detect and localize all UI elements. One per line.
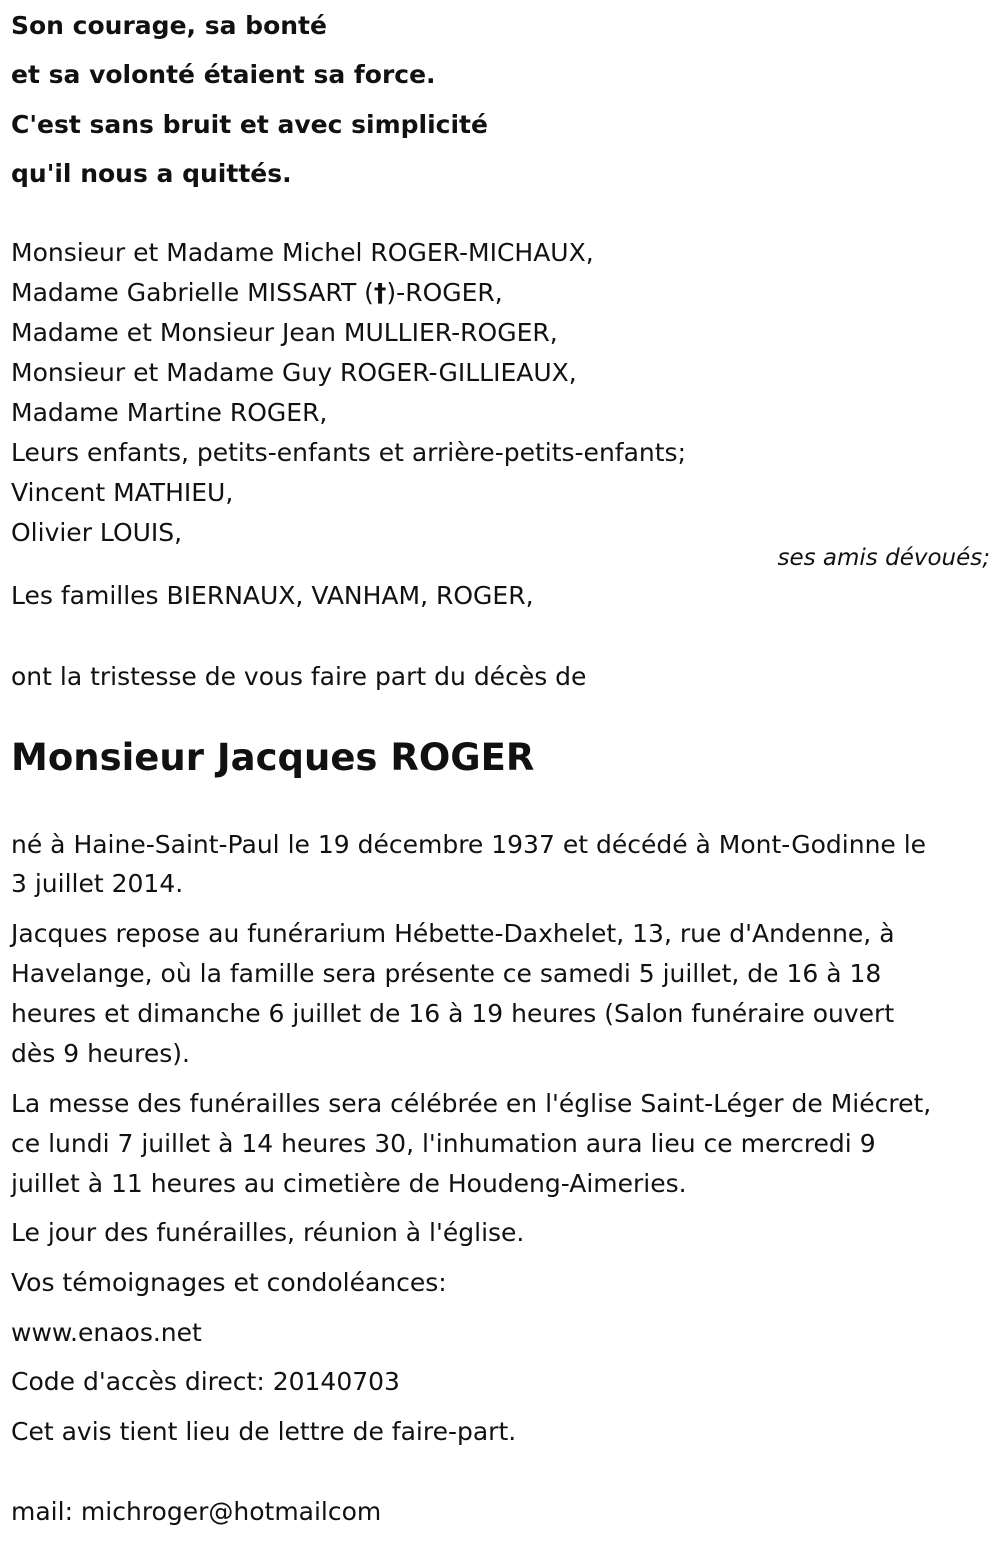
birth-line-2: 3 juillet 2014. bbox=[11, 869, 184, 898]
family-line-5: Madame Martine ROGER, bbox=[11, 398, 328, 427]
mail-line[interactable]: mail: michroger@hotmailcom bbox=[11, 1497, 382, 1526]
family-line-2-prefix: Madame Gabrielle MISSART ( bbox=[11, 278, 374, 307]
epigraph-line-4: qu'il nous a quittés. bbox=[11, 159, 292, 188]
mass-line-2: ce lundi 7 juillet à 14 heures 30, l'inhumation aura lieu ce mercredi 9 bbox=[11, 1129, 876, 1158]
family-line-3: Madame et Monsieur Jean MULLIER-ROGER, bbox=[11, 318, 558, 347]
notice-line: Cet avis tient lieu de lettre de faire-part. bbox=[11, 1417, 517, 1446]
family-line-9: Les familles BIERNAUX, VANHAM, ROGER, bbox=[11, 581, 534, 610]
mass-line-3: juillet à 11 heures au cimetière de Houdeng-Aimeries. bbox=[11, 1169, 687, 1198]
friends-note: ses amis dévoués; bbox=[777, 545, 990, 571]
announcement-text: ont la tristesse de vous faire part du décès de bbox=[11, 662, 587, 691]
deceased-name: Monsieur Jacques ROGER bbox=[11, 736, 535, 779]
family-line-2-suffix: )-ROGER, bbox=[386, 278, 503, 307]
epigraph-line-1: Son courage, sa bonté bbox=[11, 11, 327, 40]
rest-line-2: Havelange, où la famille sera présente ce samedi 5 juillet, de 16 à 18 bbox=[11, 959, 882, 988]
cross-icon: † bbox=[373, 278, 387, 307]
family-line-1: Monsieur et Madame Michel ROGER-MICHAUX, bbox=[11, 238, 594, 267]
meeting-line: Le jour des funérailles, réunion à l'église. bbox=[11, 1218, 525, 1247]
rest-line-3: heures et dimanche 6 juillet de 16 à 19 heures (Salon funéraire ouvert bbox=[11, 999, 895, 1028]
condolences-line: Vos témoignages et condoléances: bbox=[11, 1268, 447, 1297]
mass-line-1: La messe des funérailles sera célébrée en l'église Saint-Léger de Miécret, bbox=[11, 1089, 932, 1118]
rest-line-4: dès 9 heures). bbox=[11, 1039, 190, 1068]
family-line-7: Vincent MATHIEU, bbox=[11, 478, 234, 507]
epigraph-line-2: et sa volonté étaient sa force. bbox=[11, 60, 436, 89]
access-code-line: Code d'accès direct: 20140703 bbox=[11, 1367, 400, 1396]
family-line-8: Olivier LOUIS, bbox=[11, 518, 183, 547]
birth-line-1: né à Haine-Saint-Paul le 19 décembre 1937 et décédé à Mont-Godinne le bbox=[11, 830, 927, 859]
family-line-4: Monsieur et Madame Guy ROGER-GILLIEAUX, bbox=[11, 358, 577, 387]
website-link[interactable]: www.enaos.net bbox=[11, 1318, 202, 1347]
epigraph-line-3: C'est sans bruit et avec simplicité bbox=[11, 110, 488, 139]
family-line-6: Leurs enfants, petits-enfants et arrière-petits-enfants; bbox=[11, 438, 686, 467]
rest-line-1: Jacques repose au funérarium Hébette-Daxhelet, 13, rue d'Andenne, à bbox=[11, 919, 895, 948]
family-line-2 bbox=[11, 273, 503, 313]
